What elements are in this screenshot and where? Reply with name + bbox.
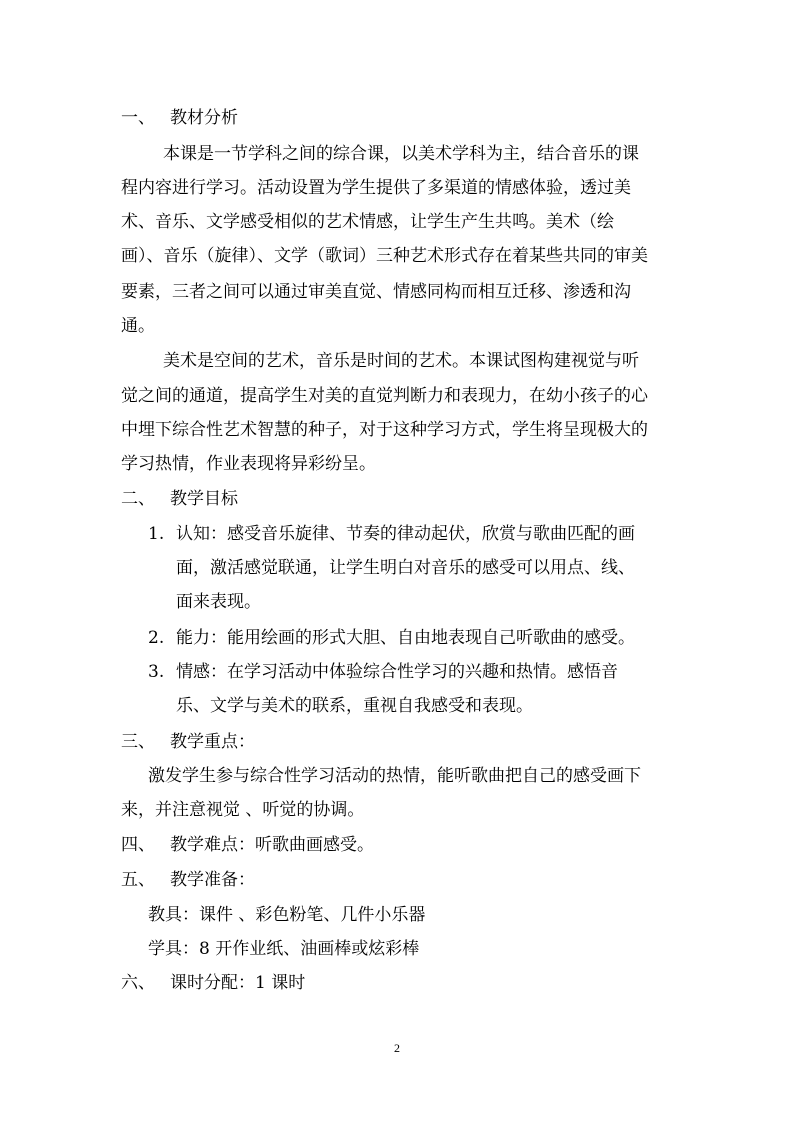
section-title: 教学准备： — [170, 870, 255, 890]
section-number: 一、 — [121, 108, 155, 128]
student-materials: 学具：8 开作业纸、油画棒或炫彩棒 — [148, 939, 420, 959]
paragraph-line: 觉之间的通道，提高学生对美的直觉判断力和表现力，在幼小孩子的心 — [121, 386, 648, 406]
paragraph-line: 美术是空间的艺术，音乐是时间的艺术。本课试图构建视觉与听 — [163, 351, 639, 371]
paragraph-line: 本课是一节学科之间的综合课，以美术学科为主，结合音乐的课 — [163, 144, 639, 164]
section-title: 教学重点： — [170, 732, 255, 752]
list-item-line: 认知：感受音乐旋律、节奏的律动起伏，欣赏与歌曲匹配的画 — [176, 524, 635, 544]
paragraph-line: 中埋下综合性艺术智慧的种子，对于这种学习方式，学生将呈现极大的 — [121, 420, 648, 440]
section-number: 四、 — [121, 835, 155, 855]
list-item-number: 3. — [148, 662, 165, 682]
list-item-line: 乐、文学与美术的联系，重视自我感受和表现。 — [176, 696, 533, 716]
list-item-line: 情感：在学习活动中体验综合性学习的兴趣和热情。感悟音 — [176, 662, 618, 682]
paragraph-line: 画）、音乐（旋律）、文学（歌词）三种艺术形式存在着某些共同的审美 — [121, 246, 648, 266]
section-title: 课时分配：1 课时 — [170, 973, 306, 993]
list-item-line: 能力：能用绘画的形式大胆、自由地表现自己听歌曲的感受。 — [176, 628, 635, 648]
section-title: 教学难点：听歌曲画感受。 — [170, 835, 374, 855]
paragraph-line: 要素，三者之间可以通过审美直觉、情感同构而相互迁移、渗透和沟 — [121, 282, 631, 302]
section-title: 教材分析 — [170, 108, 238, 128]
paragraph-line: 通。 — [121, 316, 155, 336]
list-item-line: 面来表现。 — [176, 592, 261, 612]
list-item-number: 2. — [148, 628, 165, 648]
section-number: 二、 — [121, 489, 155, 509]
section-number: 五、 — [121, 870, 155, 890]
paragraph-line: 来，并注意视觉 、听觉的协调。 — [121, 800, 365, 820]
paragraph-line: 术、音乐、文学感受相似的艺术情感，让学生产生共鸣。美术（绘 — [121, 212, 614, 232]
list-item-line: 面，激活感觉联通，让学生明白对音乐的感受可以用点、线、 — [176, 558, 635, 578]
section-title: 教学目标 — [170, 489, 238, 509]
paragraph-line: 学习热情，作业表现将异彩纷呈。 — [121, 454, 376, 474]
paragraph-line: 程内容进行学习。活动设置为学生提供了多渠道的情感体验，透过美 — [121, 178, 631, 198]
list-item-number: 1. — [148, 524, 165, 544]
section-number: 六、 — [121, 973, 155, 993]
page-number: 2 — [394, 1041, 400, 1055]
teacher-materials: 教具：课件 、彩色粉笔、几件小乐器 — [148, 905, 426, 925]
section-number: 三、 — [121, 732, 155, 752]
paragraph-line: 激发学生参与综合性学习活动的热情，能听歌曲把自己的感受画下 — [148, 766, 641, 786]
